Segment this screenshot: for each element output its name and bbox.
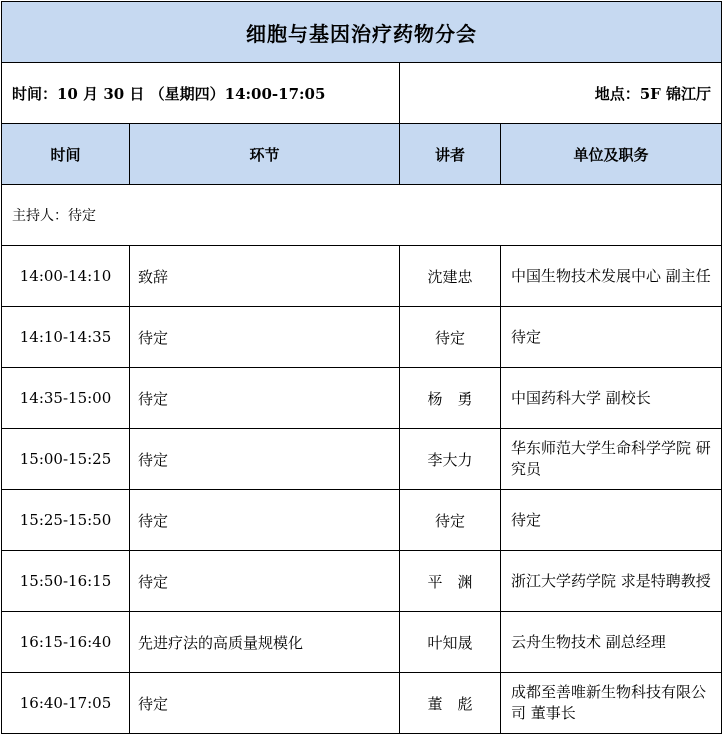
- row-speaker: 沈建忠: [400, 246, 501, 307]
- row-org: 中国药科大学 副校长: [501, 368, 722, 429]
- row-speaker: 平 渊: [400, 551, 501, 612]
- row-org: 中国生物技术发展中心 副主任: [501, 246, 722, 307]
- row-segment: 待定: [130, 490, 400, 551]
- header-row: [2, 124, 722, 185]
- row-time: 15:50-16:15: [2, 551, 130, 612]
- row-speaker: 李大力: [400, 429, 501, 490]
- table-row: [2, 368, 722, 429]
- header-time: 时间: [2, 124, 130, 185]
- row-org: 待定: [501, 307, 722, 368]
- table-row: [2, 429, 722, 490]
- row-time: 16:15-16:40: [2, 612, 130, 673]
- row-org: 云舟生物技术 副总经理: [501, 612, 722, 673]
- host-row: [2, 185, 722, 246]
- row-segment: 致辞: [130, 246, 400, 307]
- header-speaker: 讲者: [400, 124, 501, 185]
- page-title: 细胞与基因治疗药物分会: [2, 2, 722, 63]
- row-segment: 先进疗法的高质量规模化: [130, 612, 400, 673]
- title-row: [2, 2, 722, 63]
- table-row: [2, 307, 722, 368]
- header-segment: 环节: [130, 124, 400, 185]
- row-segment: 待定: [130, 429, 400, 490]
- table-row: [2, 246, 722, 307]
- table-row: [2, 551, 722, 612]
- row-time: 16:40-17:05: [2, 673, 130, 734]
- row-org: 华东师范大学生命科学学院 研究员: [501, 429, 722, 490]
- agenda-sheet: [1, 1, 721, 734]
- row-speaker: 董 彪: [400, 673, 501, 734]
- row-segment: 待定: [130, 368, 400, 429]
- header-org: 单位及职务: [501, 124, 722, 185]
- row-org: 待定: [501, 490, 722, 551]
- row-time: 14:10-14:35: [2, 307, 130, 368]
- session-time: 时间：10 月 30 日 （星期四）14:00-17:05: [2, 63, 400, 124]
- table-row: [2, 673, 722, 734]
- row-speaker: 杨 勇: [400, 368, 501, 429]
- row-segment: 待定: [130, 307, 400, 368]
- row-time: 14:00-14:10: [2, 246, 130, 307]
- info-row: [2, 63, 722, 124]
- agenda-table: [1, 1, 722, 734]
- session-location: 地点：5F 锦江厅: [400, 63, 722, 124]
- row-time: 14:35-15:00: [2, 368, 130, 429]
- row-time: 15:25-15:50: [2, 490, 130, 551]
- row-speaker: 叶知晟: [400, 612, 501, 673]
- table-row: [2, 490, 722, 551]
- row-speaker: 待定: [400, 307, 501, 368]
- table-row: [2, 612, 722, 673]
- row-speaker: 待定: [400, 490, 501, 551]
- row-segment: 待定: [130, 551, 400, 612]
- row-segment: 待定: [130, 673, 400, 734]
- row-org: 浙江大学药学院 求是特聘教授: [501, 551, 722, 612]
- row-time: 15:00-15:25: [2, 429, 130, 490]
- row-org: 成都至善唯新生物科技有限公司 董事长: [501, 673, 722, 734]
- host-label: 主持人：待定: [2, 185, 722, 246]
